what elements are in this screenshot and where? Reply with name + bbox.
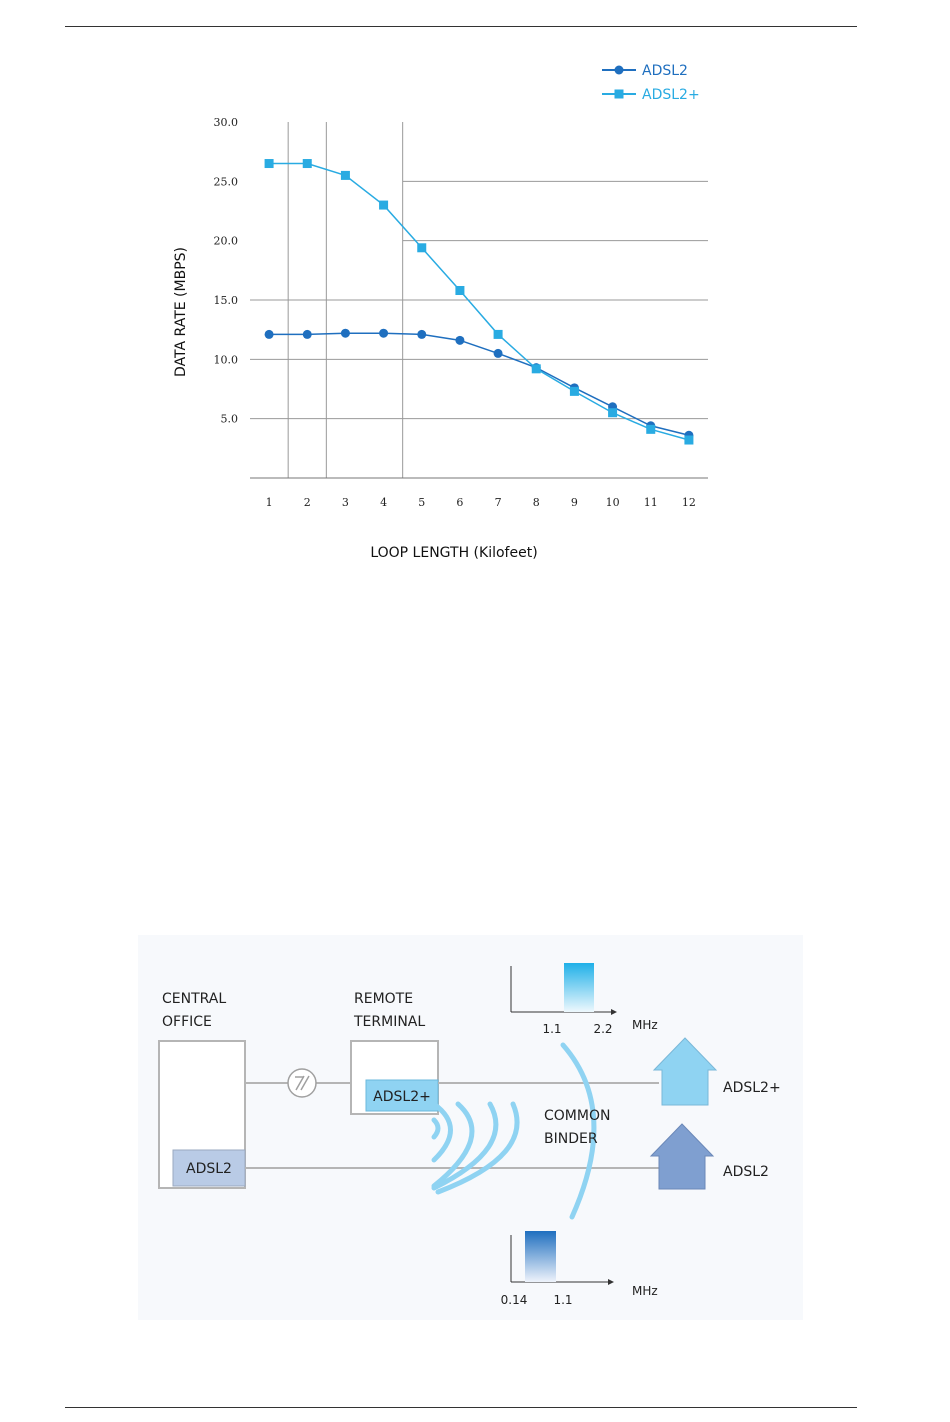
remote-terminal-label-1: REMOTE — [354, 991, 414, 1007]
point-adsl2plus — [455, 286, 464, 295]
top-spectrum-unit: MHz — [632, 1018, 658, 1032]
x-tick-label: 2 — [303, 496, 311, 509]
x-tick-label: 8 — [532, 496, 540, 509]
point-adsl2 — [494, 349, 503, 358]
point-adsl2plus — [646, 425, 655, 434]
data-rate-chart — [0, 0, 950, 580]
common-binder-label-1: COMMON — [544, 1108, 611, 1124]
point-adsl2 — [417, 330, 426, 339]
x-axis-title: LOOP LENGTH (Kilofeet) — [370, 545, 538, 561]
legend-marker — [615, 66, 624, 75]
x-tick-label: 9 — [570, 496, 578, 509]
x-tick-label: 5 — [418, 496, 426, 509]
x-tick-label: 10 — [605, 496, 620, 509]
top-spectrum-band — [564, 963, 594, 1012]
point-adsl2plus — [684, 436, 693, 445]
house-adsl2-label: ADSL2 — [723, 1164, 769, 1180]
y-tick-label: 5.0 — [220, 412, 238, 426]
point-adsl2 — [379, 329, 388, 338]
x-tick-label: 1 — [265, 496, 273, 509]
central-office-label-1: CENTRAL — [162, 991, 227, 1007]
point-adsl2 — [265, 330, 274, 339]
top-spectrum-low: 1.1 — [542, 1022, 562, 1036]
bottom-spectrum-unit: MHz — [632, 1284, 658, 1298]
house-adsl2plus-label: ADSL2+ — [723, 1080, 781, 1096]
central-office-label-2: OFFICE — [162, 1014, 212, 1030]
point-adsl2plus — [532, 364, 541, 373]
remote-terminal-label-2: TERMINAL — [354, 1014, 426, 1030]
point-adsl2plus — [379, 201, 388, 210]
point-adsl2plus — [341, 171, 350, 180]
series-line-adsl2 — [269, 333, 689, 435]
point-adsl2plus — [570, 387, 579, 396]
chart-legend — [602, 63, 700, 103]
x-tick-label: 4 — [380, 496, 388, 509]
point-adsl2 — [455, 336, 464, 345]
bottom-spectrum-band — [525, 1231, 556, 1282]
axis-ticks — [214, 116, 696, 509]
bottom-rule — [65, 1407, 857, 1408]
point-adsl2 — [303, 330, 312, 339]
point-adsl2plus — [303, 159, 312, 168]
common-binder-label-2: BINDER — [544, 1131, 598, 1147]
point-adsl2plus — [608, 408, 617, 417]
top-spectrum-high: 2.2 — [593, 1022, 613, 1036]
fiber-icon — [288, 1069, 316, 1097]
y-tick-label: 30.0 — [213, 116, 238, 129]
bottom-spectrum-high: 1.1 — [553, 1293, 573, 1307]
x-tick-label: 11 — [643, 496, 658, 509]
y-tick-label: 10.0 — [213, 353, 238, 367]
bottom-spectrum-low: 0.14 — [500, 1293, 528, 1307]
adsl2-box-label: ADSL2 — [186, 1161, 232, 1177]
point-adsl2plus — [265, 159, 274, 168]
x-tick-label: 12 — [681, 496, 696, 509]
point-adsl2plus — [494, 330, 503, 339]
series-line-adsl2plus — [269, 164, 689, 440]
y-tick-label: 15.0 — [213, 294, 238, 307]
legend-marker — [615, 90, 624, 99]
binder-diagram — [0, 920, 950, 1340]
legend-label: ADSL2 — [642, 63, 688, 79]
y-axis-title: DATA RATE (MBPS) — [173, 247, 189, 377]
point-adsl2 — [341, 329, 350, 338]
point-adsl2plus — [417, 243, 426, 252]
x-tick-label: 6 — [456, 496, 464, 509]
adsl2plus-box-label: ADSL2+ — [373, 1089, 431, 1105]
x-tick-label: 3 — [341, 496, 349, 509]
chart-series — [265, 159, 694, 444]
y-tick-label: 20.0 — [213, 234, 238, 248]
x-tick-label: 7 — [494, 496, 502, 509]
legend-label: ADSL2+ — [642, 87, 700, 103]
y-tick-label: 25.0 — [213, 175, 238, 189]
